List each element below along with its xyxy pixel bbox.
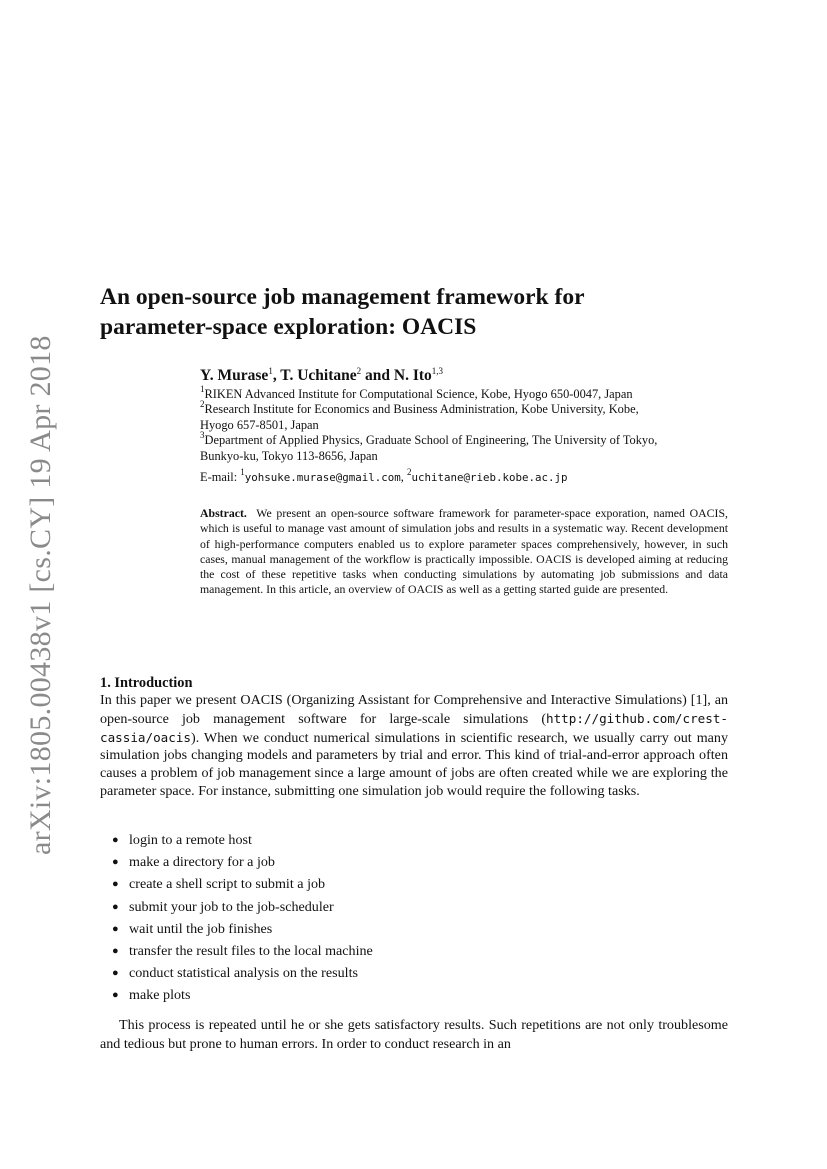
abstract — [200, 506, 728, 598]
affiliation-3-cont: Bunkyo-ku, Tokyo 113-8656, Japan — [200, 448, 378, 463]
affil-mark: 2 — [200, 399, 205, 410]
list-item — [112, 962, 712, 984]
bullet-icon: ● — [112, 944, 119, 957]
section-heading: 1. Introduction — [100, 675, 193, 691]
email-address[interactable]: yohsuke.murase@gmail.com — [244, 471, 401, 484]
author-separator: and — [361, 367, 394, 384]
list-item-text: login to a remote host — [129, 832, 252, 848]
author-name: T. Uchitane — [280, 367, 357, 384]
bullet-icon: ● — [112, 834, 119, 846]
author-affil-mark: 2 — [356, 366, 362, 376]
list-item-text: make plots — [129, 987, 191, 1004]
intro-text: ). When we conduct numerical simulations in scientific research, we usually carry out many simulation jobs changing models and parameters by trial and error. This kind of trial-and-error approach often causes a problem of job management since a large amount of jobs are often created while we are exploring the parameter space. For instance, submitting one simulation job would require the following tasks. — [100, 729, 728, 799]
intro-paragraph — [100, 692, 728, 801]
list-item — [112, 896, 712, 918]
task-list — [112, 829, 712, 1007]
list-item-text: create a shell script to submit a job — [129, 876, 326, 893]
affil-text: RIKEN Advanced Institute for Computational Science, Kobe, Hyogo 650-0047, Japan — [204, 387, 633, 401]
title-line-1: An open-source job management framework for — [100, 284, 585, 310]
affil-text: Research Institute for Economics and Business Administration, Kobe University, Kobe, — [204, 402, 639, 417]
author-separator: , — [272, 367, 281, 384]
list-item — [112, 940, 712, 962]
affil-mark: 1 — [200, 384, 205, 394]
list-item — [112, 873, 712, 895]
author-affil-mark: 1,3 — [431, 366, 444, 376]
body-paragraph: This process is repeated until he or she gets satisfactory results. Such repetitions are not only troublesome and tedious but prone to human errors. In order to conduct research in an — [100, 1017, 728, 1052]
email-separator: , — [400, 470, 407, 484]
list-item-text: conduct statistical analysis on the results — [129, 965, 358, 982]
bullet-icon: ● — [112, 900, 119, 913]
list-item-text: transfer the result files to the local machine — [129, 942, 373, 959]
bullet-icon: ● — [112, 989, 119, 1002]
affil-mark: 3 — [200, 430, 205, 441]
affiliation-3 — [200, 430, 730, 448]
list-item-text: submit your job to the job-scheduler — [129, 898, 334, 915]
list-item — [112, 984, 712, 1006]
paper-title — [100, 282, 740, 342]
affiliations — [200, 384, 730, 464]
email-address[interactable]: uchitane@rieb.kobe.ac.jp — [411, 471, 568, 484]
email-label: E-mail: — [200, 470, 241, 484]
author-name: N. Ito — [393, 367, 432, 384]
intro-text: In this paper we present OACIS (Organizing Assistant for Comprehensive and Interactive Simulations) [1], an open-source job management software for large-scale simulations ( — [100, 692, 728, 727]
author-name: Y. Murase — [200, 367, 269, 384]
bullet-icon: ● — [112, 922, 119, 935]
list-item — [112, 851, 712, 873]
bullet-icon: ● — [112, 967, 119, 980]
affiliation-2 — [200, 399, 730, 417]
affil-text: Department of Applied Physics, Graduate School of Engineering, The University of Tokyo, — [204, 433, 658, 448]
email-line — [200, 467, 568, 485]
abstract-text: We present an open-source software framework for parameter-space exporation, named OACIS, which is useful to manage vast amount of simulation jobs and results in a systematic way. Recent development of high-performance computers enabled us to explore parameter spaces comprehensively, however, in such cases, manual management of the workflow is practically impossible. OACIS is developed aiming at reducing the cost of these repetitive tasks when conducting simulations by automating job submissions and data management. In this article, an overview of OACIS as well as a getting started guide are presented. — [200, 506, 728, 597]
affiliation-2-cont: Hyogo 657-8501, Japan — [200, 417, 319, 432]
list-item — [112, 829, 712, 851]
list-item — [112, 918, 712, 940]
abstract-label: Abstract. — [200, 506, 247, 520]
list-item-text: make a directory for a job — [129, 854, 275, 871]
email-mark: 2 — [406, 467, 412, 477]
bullet-icon: ● — [112, 856, 119, 869]
author-list — [200, 367, 443, 385]
email-mark: 1 — [240, 467, 245, 477]
list-item-text: wait until the job finishes — [129, 920, 273, 937]
arxiv-stamp: arXiv:1805.00438v1 [cs.CY] 19 Apr 2018 — [24, 335, 57, 855]
title-line-2: parameter-space exploration: OACIS — [100, 314, 477, 340]
author-affil-mark: 1 — [268, 366, 273, 376]
affiliation-1 — [200, 384, 730, 402]
bullet-icon: ● — [112, 878, 119, 891]
github-link[interactable]: http://github.com/crest-cassia/oacis — [100, 710, 728, 745]
